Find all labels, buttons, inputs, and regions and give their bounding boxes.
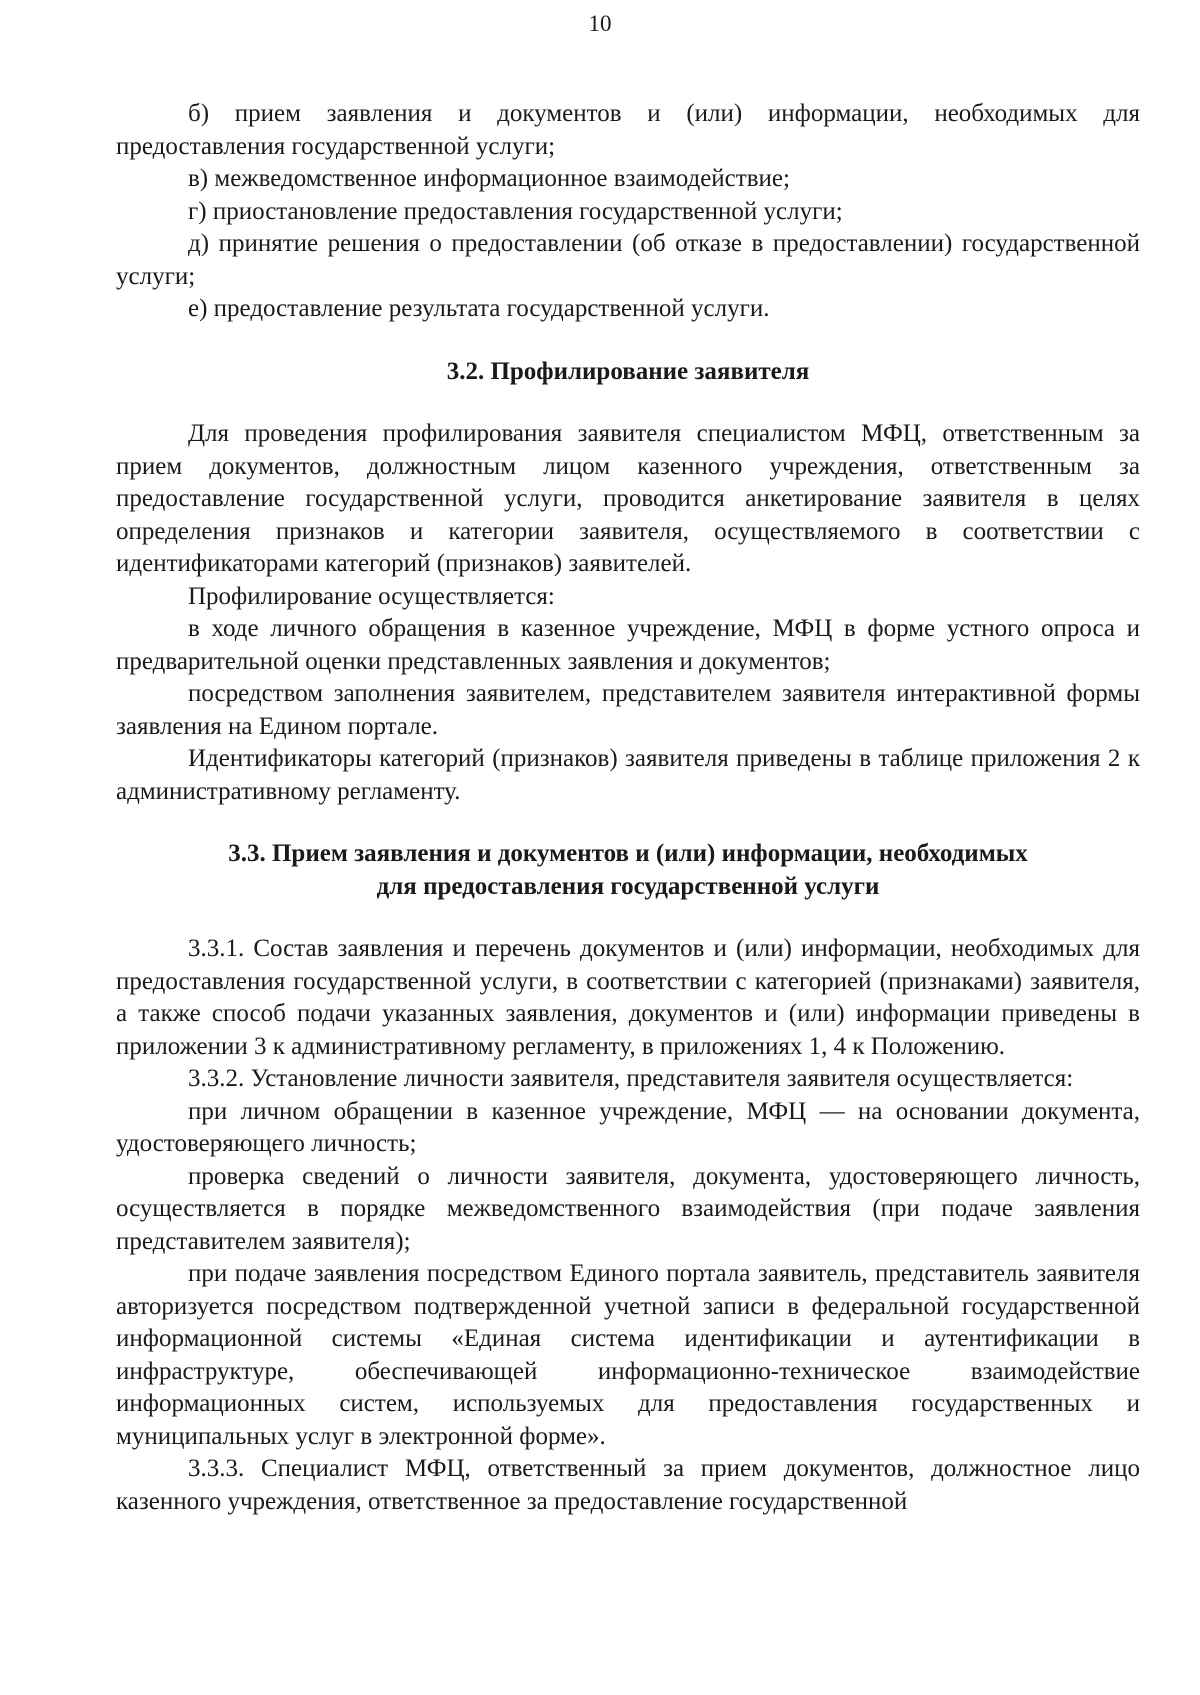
page-content xyxy=(116,98,1140,1518)
section-3-3-heading-line1: 3.3. Прием заявления и документов и (или) информации, необходимых xyxy=(228,840,1028,867)
paragraph-3-3-3: 3.3.3. Специалист МФЦ, ответственный за прием документов, должностное лицо казенного учреждения, ответственное за предоставление государственной xyxy=(116,1455,1140,1515)
paragraph-profiling-portal: посредством заполнения заявителем, представителем заявителя интерактивной формы заявления на Едином портале. xyxy=(116,680,1140,740)
list-item-v: в) межведомственное информационное взаимодействие; xyxy=(188,165,790,192)
list-item-d: д) принятие решения о предоставлении (об отказе в предоставлении) государственной услуги; xyxy=(116,230,1140,290)
page-number: 10 xyxy=(588,11,612,36)
spacer xyxy=(116,388,1140,418)
spacer xyxy=(116,903,1140,933)
section-3-3-heading xyxy=(116,838,1140,903)
paragraph-identity-check: проверка сведений о личности заявителя, документа, удостоверяющего личность, осуществляется в порядке межведомственного взаимодействия (при подаче заявления представителем заявителя); xyxy=(116,1162,1140,1255)
list-item-g: г) приостановление предоставления государственной услуги; xyxy=(188,197,843,225)
spacer xyxy=(116,808,1140,838)
paragraph-3-3-1: 3.3.1. Состав заявления и перечень документов и (или) информации, необходимых для предоставления государственной услуги, в соответствии с категорией (признаками) заявителя, а также способ подачи указанных заявления, документов и (или) информации приведены в приложении 3 к административному регламенту, в приложениях 1, 4 к Положению. xyxy=(116,935,1140,1060)
paragraph-profiling-identifiers: Идентификаторы категорий (признаков) заявителя приведены в таблице приложения 2 к административному регламенту. xyxy=(116,745,1140,805)
paragraph-3-3-2: 3.3.2. Установление личности заявителя, представителя заявителя осуществляется: xyxy=(188,1065,1074,1092)
paragraph-profiling-method: Профилирование осуществляется: xyxy=(188,582,555,610)
paragraph-personal-appeal: при личном обращении в казенное учреждение, МФЦ — на основании документа, удостоверяющего личность; xyxy=(116,1097,1140,1157)
section-3-2-heading: 3.2. Профилирование заявителя xyxy=(446,357,810,385)
spacer xyxy=(116,326,1140,356)
paragraph-profiling-personal: в ходе личного обращения в казенное учреждение, МФЦ в форме устного опроса и предварительной оценки представленных заявления и документов; xyxy=(116,615,1140,675)
list-item-e: е) предоставление результата государственной услуги. xyxy=(188,295,770,322)
paragraph-portal-auth: при подаче заявления посредством Единого портала заявитель, представитель заявителя авторизуется посредством подтвержденной учетной записи в федеральной государственной информационной системы «Единая система идентификации и аутентификации в инфраструктуре, обеспечивающей информационно-техническое взаимодействие информационных систем, используемых для предоставления государственных и муниципальных услуг в электронной форме». xyxy=(116,1260,1140,1450)
list-item-b: б) прием заявления и документов и (или) информации, необходимых для предоставления государственной услуги; xyxy=(116,100,1140,160)
paragraph-profiling-intro: Для проведения профилирования заявителя специалистом МФЦ, ответственным за прием документов, должностным лицом казенного учреждения, ответственным за предоставление государственной услуги, проводится анкетирование заявителя в целях определения признаков и категории заявителя, осуществляемого в соответствии с идентификаторами категорий (признаков) заявителей. xyxy=(116,420,1140,577)
section-3-3-heading-line2: для предоставления государственной услуги xyxy=(376,872,880,900)
